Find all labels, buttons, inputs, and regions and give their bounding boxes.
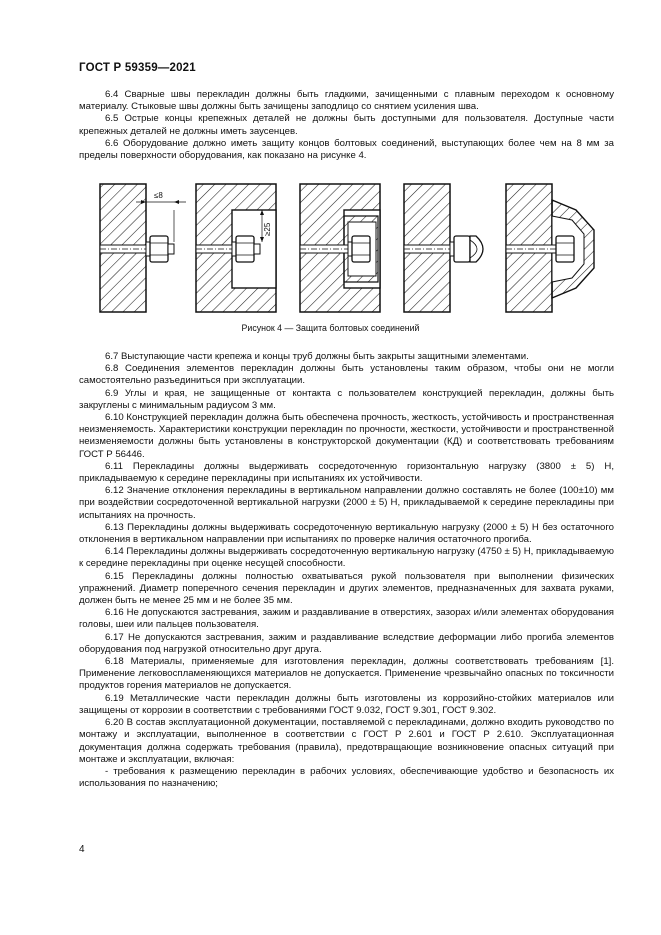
paragraph-6-7: 6.7 Выступающие части крепежа и концы труб должны быть закрыты защитными элементами. xyxy=(105,351,529,362)
paragraph-6-8: 6.8 Соединения элементов перекладин должны быть установлены таким образом, чтобы они не могли самостоятельно разъединиться при эксплуатации. xyxy=(79,363,614,387)
dim-label-max-8: ≤8 xyxy=(154,191,163,200)
paragraph-6-17: 6.17 Не допускаются застревания, зажим и раздавливание вследствие деформации либо прогиба элементов оборудования под нагрузкой относительно друг друга. xyxy=(79,631,614,655)
figure-panel-5 xyxy=(506,184,594,312)
paragraph-6-10: 6.10 Конструкцией перекладин должна быть обеспечена прочность, жесткость, устойчивость и пространственная неизменяемость. Характеристики конструкции перекладин по прочности, жесткости, устойчивости и пространственной неизменяемости должны быть установлены в конструкторской документации (КД) и соответствовать требованиям ГОСТ Р 56446. xyxy=(79,412,614,460)
paragraphs-top xyxy=(79,89,614,162)
paragraph-6-6: 6.6 Оборудование должно иметь защиту концов болтовых соединений, выступающих более чем на 8 мм за пределы поверхности оборудования, как показано на рисунке 4. xyxy=(79,137,614,162)
paragraphs-bottom xyxy=(79,351,614,790)
figure-bolt-protection xyxy=(96,180,606,320)
figure-panel-1 xyxy=(100,184,186,312)
paragraph-6-14: 6.14 Перекладины должны выдерживать сосредоточенную вертикальную нагрузку (4750 ± 5) Н, прикладываемую к середине перекладины при оценке несущей способности. xyxy=(79,546,614,570)
figure-caption: Рисунок 4 — Защита болтовых соединений xyxy=(241,323,420,333)
figure-panel-4 xyxy=(404,184,483,312)
paragraph-6-20-item-1: - требования к размещению перекладин в рабочих условиях, обеспечивающие удобство и безопасность их использования по назначению; xyxy=(79,765,614,790)
dim-label-min-25: ≥25 xyxy=(263,222,272,236)
paragraph-6-9: 6.9 Углы и края, не защищенные от контакта с пользователем конструкцией перекладин, должны быть закруглены с минимальным радиусом 3 мм. xyxy=(79,387,614,411)
document-header: ГОСТ Р 59359—2021 xyxy=(79,62,196,74)
paragraph-6-20: 6.20 В состав эксплуатационной документации, поставляемой с перекладинами, должно входить руководство по монтажу и эксплуатации, выполненное в соответствии с ГОСТ Р 2.601 и ГОСТ Р 2.610. Эксплуатационная документация должна содержать требования (правила), предотвращающие возникновение опасных ситуаций при монтаже и эксплуатации, включая: xyxy=(79,717,614,765)
paragraph-6-19: 6.19 Металлические части перекладин должны быть изготовлены из коррозийно-стойких материалов или защищены от коррозии в соответствии с требованиями ГОСТ 9.032, ГОСТ 9.301, ГОСТ 9.302. xyxy=(79,692,614,716)
paragraph-6-13: 6.13 Перекладины должны выдерживать сосредоточенную вертикальную нагрузку (2000 ± 5) Н без остаточного отклонения в вертикальном направлении при испытаниях по проверке наличия остаточного прогиба. xyxy=(79,521,614,546)
paragraph-6-12: 6.12 Значение отклонения перекладины в вертикальном направлении должно составлять не более (100±10) мм при воздействии сосредоточенной вертикальной нагрузки (2000 ± 5) Н, прикладываемой к середине перекладины при испытаниях на прочность. xyxy=(79,485,614,521)
paragraph-6-16: 6.16 Не допускаются застревания, зажим и раздавливание в отверстиях, зазорах и/или элементах оборудования головы, шеи или пальцев пользователя. xyxy=(79,607,614,631)
paragraph-6-18: 6.18 Материалы, применяемые для изготовления перекладин, должны соответствовать требованиям [1]. Применение легковоспламеняющихся материалов не допускается. Применение чрезвычайно опасных по токсичности продуктов горения материалов не допускается. xyxy=(79,656,614,692)
figure-panel-3 xyxy=(300,184,380,312)
paragraph-6-11: 6.11 Перекладины должны выдерживать сосредоточенную горизонтальную нагрузку (3800 ± 5) Н, прикладываемую к середине перекладины при испытаниях их устойчивости. xyxy=(79,460,614,485)
paragraph-6-15: 6.15 Перекладины должны полностью охватываться рукой пользователя при выполнении физических упражнений. Диаметр поперечного сечения перекладин и других элементов, предназначенных для захвата руками, должен быть не менее 25 мм и не более 35 мм. xyxy=(79,570,614,607)
figure-panel-2 xyxy=(196,184,276,312)
page-number: 4 xyxy=(79,844,85,855)
paragraph-6-5: 6.5 Острые концы крепежных деталей не должны быть доступными для пользователя. Доступные части крепежных деталей не должны иметь заусенцев. xyxy=(79,113,614,137)
paragraph-6-4: 6.4 Сварные швы перекладин должны быть гладкими, зачищенными с плавным переходом к основному материалу. Стыковые швы должны быть зачищены заподлицо со снятием усиления шва. xyxy=(79,89,614,113)
